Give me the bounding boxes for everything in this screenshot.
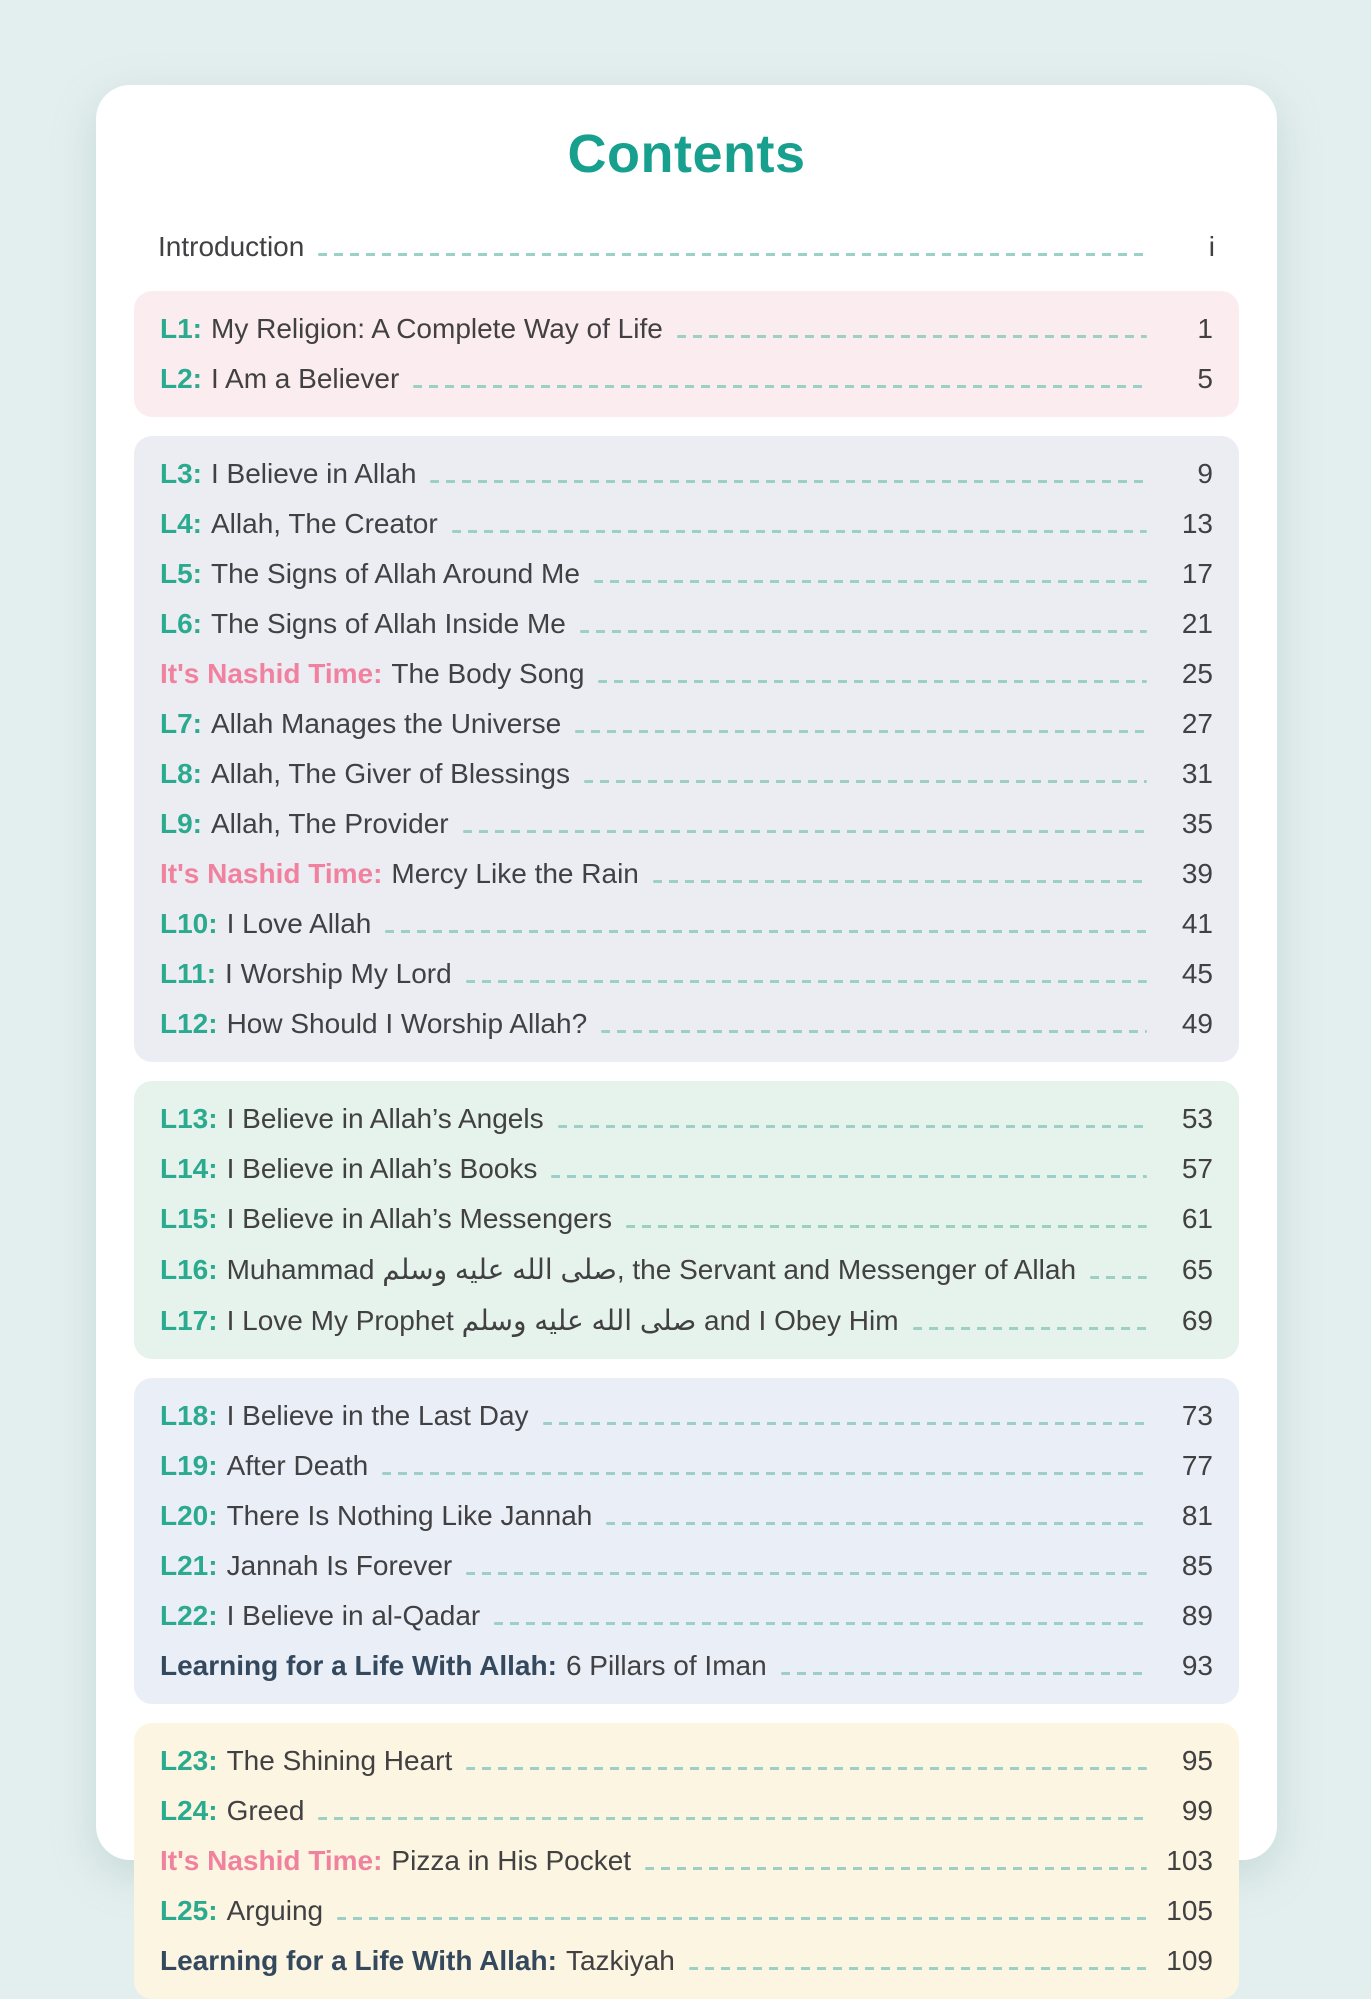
entry-page-number: 93 [1181,1650,1213,1681]
toc-entry [160,1736,1213,1786]
entry-title: I Love Allah [226,908,372,939]
entry-prefix: L12: [160,1008,218,1039]
dashed-leader [318,1817,1147,1820]
entry-prefix: It's Nashid Time: [160,658,383,689]
entry-title: I Believe in Allah [211,458,417,489]
entry-title: The Shining Heart [226,1745,453,1776]
toc-entry [160,1391,1213,1441]
toc-entry [160,899,1213,949]
entry-prefix: L5: [160,558,202,589]
dashed-leader [466,1572,1147,1575]
toc-entry [160,1441,1213,1491]
dashed-leader [494,1622,1147,1625]
toc-section-lessons-13-17 [134,1081,1239,1359]
toc-entry [160,649,1213,699]
entry-title: Allah, The Provider [211,808,449,839]
dashed-leader [626,1225,1147,1228]
entry-title: The Body Song [391,658,585,689]
dashed-leader [677,335,1147,338]
entry-title: I Believe in Allah’s Angels [226,1103,544,1134]
dashed-leader [913,1327,1147,1330]
entry-title: I Believe in Allah’s Books [226,1153,538,1184]
entry-page-number: 99 [1181,1795,1213,1826]
toc-entry [160,599,1213,649]
entry-title: The Signs of Allah Around Me [211,558,580,589]
entry-page-number: 21 [1181,608,1213,639]
toc-entry [160,1936,1213,1986]
toc-entry-introduction [158,231,1215,263]
entry-prefix: L10: [160,908,218,939]
entry-title: I Am a Believer [211,363,400,394]
entry-prefix: L3: [160,458,202,489]
toc-entry [160,304,1213,354]
dashed-leader [580,630,1147,633]
entry-page-number: 53 [1181,1103,1213,1134]
entry-title: Allah, The Creator [211,508,438,539]
entry-prefix: L24: [160,1795,218,1826]
toc-entry [160,1591,1213,1641]
toc-entry [160,1541,1213,1591]
dashed-leader [606,1522,1147,1525]
toc-entry [160,999,1213,1049]
entry-title: Allah, The Giver of Blessings [211,758,570,789]
dashed-leader [645,1867,1147,1870]
dashed-leader [430,480,1147,483]
entry-prefix: L17: [160,1305,218,1336]
entry-prefix: L23: [160,1745,218,1776]
toc-entry [160,1786,1213,1836]
entry-title: Muhammad صلى الله عليه وسلم, the Servant and Messenger of Allah [226,1254,1077,1285]
entry-page-number: 85 [1181,1550,1213,1581]
toc-section-lessons-1-2 [134,291,1239,417]
toc-entry [160,749,1213,799]
entry-prefix: L25: [160,1895,218,1926]
entry-page-number: 45 [1181,958,1213,989]
toc-entry [160,1144,1213,1194]
entry-page-number: 89 [1181,1600,1213,1631]
entry-title: Greed [226,1795,305,1826]
entry-prefix: L16: [160,1254,218,1285]
dashed-leader [594,580,1147,583]
dashed-leader [584,780,1147,783]
entry-prefix: L7: [160,708,202,739]
entry-page-number: 81 [1181,1500,1213,1531]
toc-entry [160,1194,1213,1244]
toc-entry [160,849,1213,899]
toc-entry [160,1295,1213,1346]
entry-page-number: 17 [1181,558,1213,589]
dashed-leader [385,930,1147,933]
page-title: Contents [567,124,806,184]
dashed-leader [382,1472,1147,1475]
entry-prefix: Learning for a Life With Allah: [160,1945,557,1976]
entry-page-number: 35 [1181,808,1213,839]
entry-title: How Should I Worship Allah? [226,1008,588,1039]
entry-page-number: 49 [1181,1008,1213,1039]
entry-page-number: 77 [1181,1450,1213,1481]
dashed-leader [318,253,1149,256]
entry-title: I Believe in the Last Day [226,1400,529,1431]
toc-entry [160,1836,1213,1886]
entry-page-number: 9 [1197,458,1213,489]
entry-page-number: 1 [1197,313,1213,344]
entry-prefix: It's Nashid Time: [160,858,383,889]
entry-page-number: 5 [1197,363,1213,394]
entry-page-number: 31 [1181,758,1213,789]
toc-entry [160,699,1213,749]
dashed-leader [413,385,1147,388]
entry-prefix: Learning for a Life With Allah: [160,1650,557,1681]
entry-page-number: 41 [1181,908,1213,939]
dashed-leader [466,980,1147,983]
dashed-leader [601,1030,1147,1033]
entry-prefix: L2: [160,363,202,394]
entry-title: I Believe in al-Qadar [226,1600,481,1631]
toc-entry [160,1641,1213,1691]
entry-page-number: 57 [1181,1153,1213,1184]
entry-title: Introduction [158,231,305,262]
toc-entry [160,1244,1213,1295]
entry-title: Mercy Like the Rain [391,858,639,889]
dashed-leader [558,1125,1147,1128]
dashed-leader [551,1175,1147,1178]
entry-prefix: L14: [160,1153,218,1184]
entry-prefix: L4: [160,508,202,539]
dashed-leader [689,1967,1147,1970]
contents-card [96,85,1277,1976]
entry-prefix: L21: [160,1550,218,1581]
entry-title: Tazkiyah [565,1945,675,1976]
toc-entry [160,1491,1213,1541]
entry-prefix: L20: [160,1500,218,1531]
entry-title: 6 Pillars of Iman [565,1650,767,1681]
dashed-leader [598,680,1147,683]
dashed-leader [452,530,1147,533]
dashed-leader [1090,1276,1147,1279]
entry-title: Arguing [226,1895,324,1926]
entry-page-number: 61 [1181,1203,1213,1234]
entry-prefix: L1: [160,313,202,344]
toc-entry [160,354,1213,404]
entry-title: There Is Nothing Like Jannah [226,1500,593,1531]
entry-title: After Death [226,1450,369,1481]
toc-entry [160,499,1213,549]
toc-entry [160,1886,1213,1936]
dashed-leader [653,880,1147,883]
toc-section-lessons-18-22 [134,1378,1239,1704]
entry-page-number: 105 [1166,1895,1213,1926]
dashed-leader [466,1767,1147,1770]
entry-title: Allah Manages the Universe [211,708,562,739]
entry-page-number: 39 [1181,858,1213,889]
toc-section-lessons-23-25 [134,1723,1239,1999]
entry-title: Jannah Is Forever [226,1550,453,1581]
toc-entry [160,449,1213,499]
entry-title: I Believe in Allah’s Messengers [226,1203,613,1234]
dashed-leader [575,730,1147,733]
entry-prefix: L22: [160,1600,218,1631]
entry-title: Pizza in His Pocket [391,1845,632,1876]
entry-page-number: 13 [1181,508,1213,539]
entry-prefix: L15: [160,1203,218,1234]
entry-page-number: 65 [1181,1254,1213,1285]
toc-entry [160,799,1213,849]
entry-page-number: 73 [1181,1400,1213,1431]
entry-title: I Worship My Lord [225,958,452,989]
entry-page-number: 25 [1181,658,1213,689]
entry-page-number: 103 [1166,1845,1213,1876]
entry-page-number: 69 [1181,1305,1213,1336]
entry-prefix: L8: [160,758,202,789]
entry-prefix: It's Nashid Time: [160,1845,383,1876]
entry-prefix: L19: [160,1450,218,1481]
toc-entry [160,949,1213,999]
entry-title: My Religion: A Complete Way of Life [211,313,663,344]
entry-prefix: L6: [160,608,202,639]
toc-section-lessons-3-12 [134,436,1239,1062]
entry-page-number: 95 [1181,1745,1213,1776]
entry-prefix: L13: [160,1103,218,1134]
entry-page-number: i [1208,231,1215,262]
entry-prefix: L18: [160,1400,218,1431]
entry-prefix: L9: [160,808,202,839]
entry-title: I Love My Prophet صلى الله عليه وسلم and I Obey Him [226,1305,899,1336]
entry-page-number: 27 [1181,708,1213,739]
dashed-leader [337,1917,1147,1920]
dashed-leader [781,1672,1147,1675]
dashed-leader [543,1422,1147,1425]
toc-entry [160,549,1213,599]
entry-title: The Signs of Allah Inside Me [211,608,566,639]
dashed-leader [463,830,1147,833]
toc-sections [96,291,1277,1999]
toc-entry [160,1094,1213,1144]
entry-prefix: L11: [160,958,217,989]
entry-page-number: 109 [1166,1945,1213,1976]
